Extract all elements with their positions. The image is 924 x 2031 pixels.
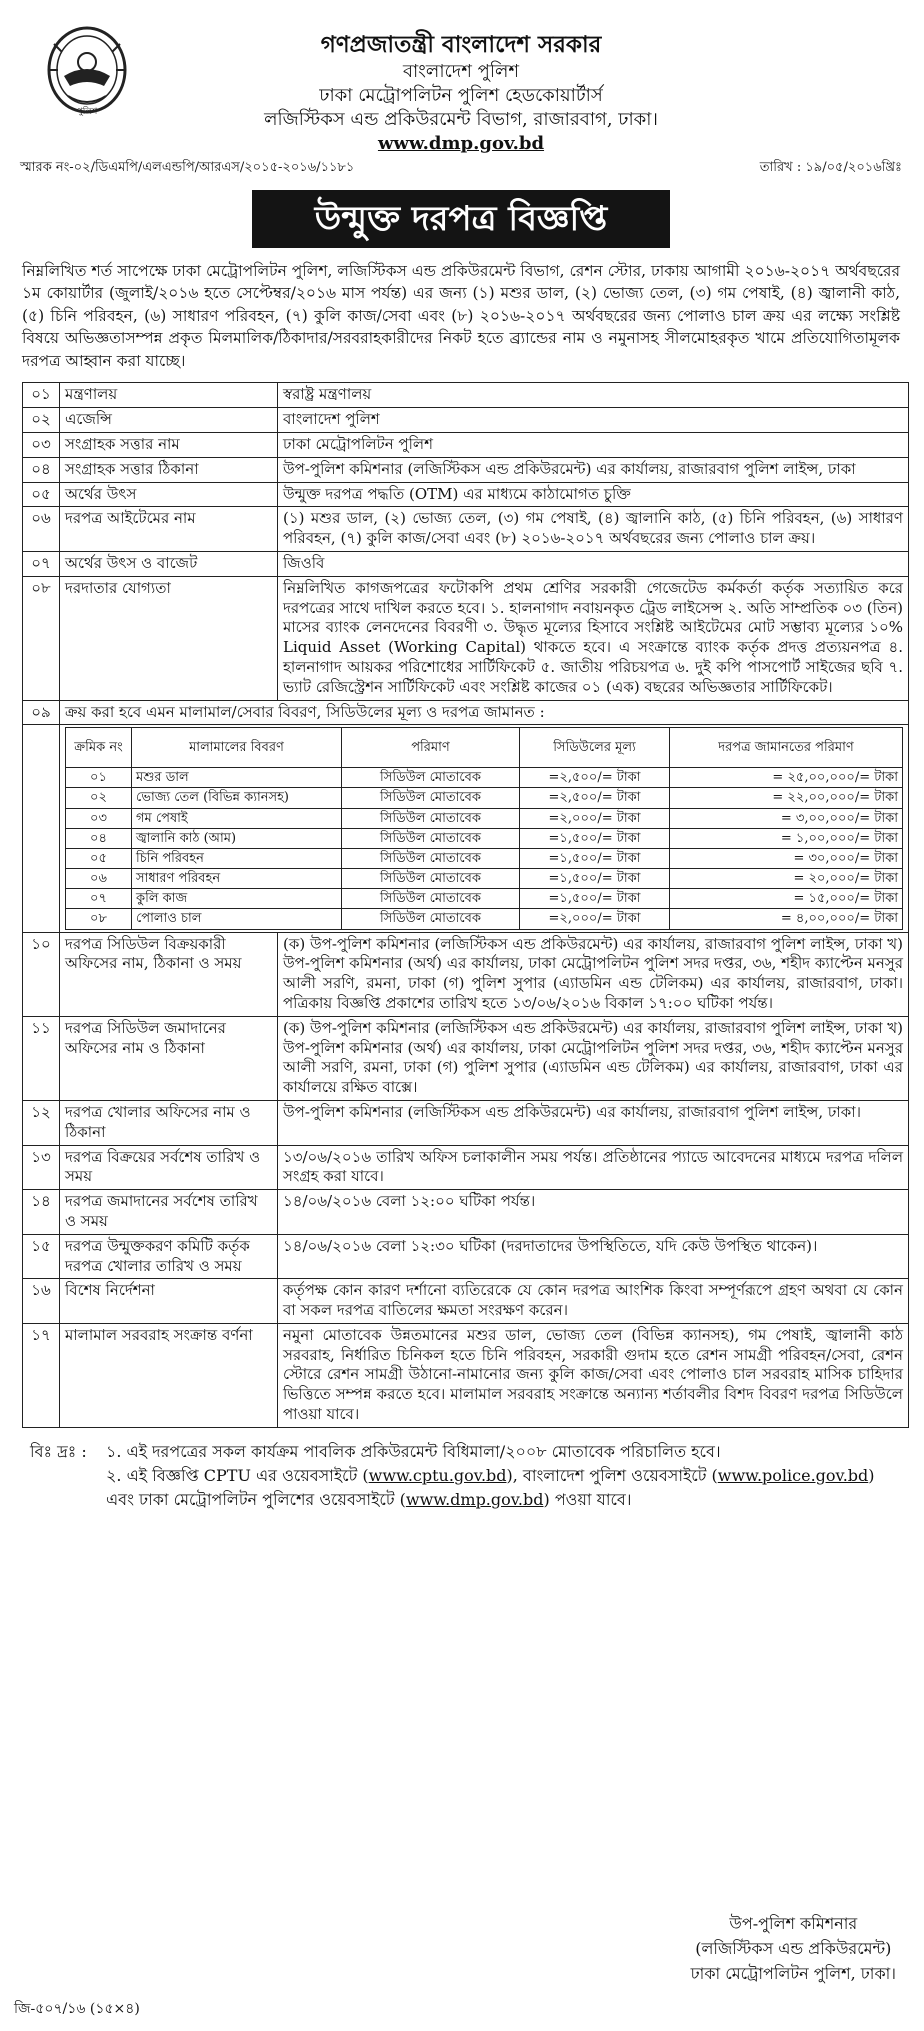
- item-name: ভোজ্য তেল (বিভিন্ন ক্যানসহ): [132, 788, 342, 808]
- row-label: বিশেষ নির্দেশনা: [60, 1279, 278, 1324]
- col-header: দরপত্র জামানতের পরিমাণ: [670, 728, 903, 768]
- dmp-link[interactable]: www.dmp.gov.bd: [405, 1489, 544, 1509]
- row-number: ০৫: [23, 482, 60, 507]
- schedule-row: [66, 869, 903, 889]
- footnotes: [10, 1428, 912, 1512]
- table-row: [23, 408, 909, 433]
- table-row: [23, 432, 909, 457]
- schedule-row: [66, 848, 903, 868]
- row-label: দরপত্র সিডিউল বিক্রয়কারী অফিসের নাম, ঠিকানা ও সময়: [60, 932, 278, 1016]
- signature-block: [691, 1912, 896, 1986]
- row-number: ০৪: [23, 457, 60, 482]
- row-value: ঢাকা মেট্রোপলিটন পুলিশ: [278, 432, 909, 457]
- row-label: দরপত্র জমাদানের সর্বশেষ তারিখ ও সময়: [60, 1190, 278, 1235]
- col-header: সিডিউলের মূল্য: [520, 728, 670, 768]
- row-label: সংগ্রাহক সত্তার ঠিকানা: [60, 457, 278, 482]
- row-value: ১৩/০৬/২০১৬ তারিখ অফিস চলাকালীন সময় পর্যন্ত। প্রতিষ্ঠানের প্যাডে আবেদনের মাধ্যমে দরপত্র দলিল সংগ্রহ করা যাবে।: [278, 1145, 909, 1190]
- item-serial: ০৬: [66, 869, 132, 889]
- schedule-row: [66, 909, 903, 929]
- hq-name: ঢাকা মেট্রোপলিটন পুলিশ হেডকোয়ার্টার্স: [319, 85, 603, 107]
- item-price: =২,০০০/= টাকা: [520, 909, 670, 929]
- item-price: =১,৫০০/= টাকা: [520, 889, 670, 909]
- table-row: [23, 1190, 909, 1235]
- table-row: [23, 1100, 909, 1145]
- schedule-caption: ক্রয় করা হবে এমন মালামাল/সেবার বিবরণ, সিডিউলের মূল্য ও দরপত্র জামানত :: [60, 700, 909, 725]
- item-name: চিনি পরিবহন: [132, 848, 342, 868]
- item-serial: ০৪: [66, 828, 132, 848]
- item-name: সাধারণ পরিবহন: [132, 869, 342, 889]
- table-row: [23, 482, 909, 507]
- row-number: ১৭: [23, 1323, 60, 1427]
- item-quantity: সিডিউল মোতাবেক: [342, 808, 520, 828]
- item-quantity: সিডিউল মোতাবেক: [342, 909, 520, 929]
- row-number: ০১: [23, 383, 60, 408]
- item-serial: ০৮: [66, 909, 132, 929]
- table-row: [23, 1323, 909, 1427]
- item-security: = ৪,০০,০০০/= টাকা: [670, 909, 903, 929]
- row-value: নিম্নলিখিত কাগজপত্রের ফটোকপি প্রথম শ্রেণির সরকারী গেজেটেড কর্মকর্তা কর্তৃক সত্যায়িত করে দরপত্রের সাথে দাখিল করতে হবে। ১. হালনাগাদ নবায়নকৃত ট্রেড লাইসেন্স ২. অতি সাম্প্রতিক ০৩ (তিন) মাসের ব্যাংক লেনদেনের বিবরণী ৩. উদ্ধৃত মূল্যের হিসাবে সংশ্লিষ্ট আইটেমের মোট সম্ভাব্য মূল্যের ১০% Liquid Asset (Working Capital) থাকতে হবে। এ সংক্রান্তে ব্যাংক কর্তৃক প্রদত্ত প্রত্যয়নপত্র ৪. হালনাগাদ আয়কর পরিশোধের সার্টিফিকেট ৫. জাতীয় পরিচয়পত্র ৬. দুই কপি পাসপোর্ট সাইজের ছবি ৭. ভ্যাট রেজিস্ট্রেশন সার্টিফিকেট এবং সংশ্লিষ্ট কাজের ০১ (এক) বছরের অভিজ্ঞতার সার্টিফিকেট।: [278, 576, 909, 700]
- table-row: [23, 1234, 909, 1279]
- emblem-label: পুলিশ: [76, 107, 98, 117]
- table-row: [23, 507, 909, 552]
- row-label: মন্ত্রণালয়: [60, 383, 278, 408]
- item-price: =২,৫০০/= টাকা: [520, 788, 670, 808]
- row-label: সংগ্রাহক সত্তার নাম: [60, 432, 278, 457]
- item-security: = ৩,০০,০০০/= টাকা: [670, 808, 903, 828]
- table-row: [23, 932, 909, 1016]
- row-number: ০৯: [23, 700, 60, 725]
- department-name: লজিস্টিকস এন্ড প্রকিউরমেন্ট বিভাগ, রাজারবাগ, ঢাকা।: [264, 108, 658, 130]
- row-number: ০৮: [23, 576, 60, 700]
- notice-date: তারিখ : ১৯/০৫/২০১৬খ্রিঃ: [759, 160, 902, 176]
- memo-number: স্মারক নং-০২/ডিএমপি/এলএন্ডপি/আরএস/২০১৫-২০১৬/১১৮১: [20, 160, 355, 176]
- item-security: = ২৫,০০,০০০/= টাকা: [670, 768, 903, 788]
- item-price: =১,৫০০/= টাকা: [520, 828, 670, 848]
- row-value: (ক) উপ-পুলিশ কমিশনার (লজিস্টিকস এন্ড প্রকিউরমেন্ট) এর কার্যালয়, রাজারবাগ পুলিশ লাইন্স, ঢাকা খ) উপ-পুলিশ কমিশনার (অর্থ) এর কার্যালয়, ঢাকা মেট্রোপলিটন পুলিশ সদর দপ্তর, ৩৬, শহীদ ক্যাপ্টেন মনসুর আলী সরণি, রমনা, ঢাকা (গ) পুলিশ সুপার (এ্যাডমিন এন্ড টেলিকম) এর কার্যালয়, রাজারবাগ, ঢাকা এর কার্যালয়ে রক্ষিত বাক্সে।: [278, 1016, 909, 1100]
- cptu-link[interactable]: www.cptu.gov.bd: [368, 1465, 507, 1485]
- tender-table: [22, 382, 909, 1428]
- item-name: কুলি কাজ: [132, 889, 342, 909]
- row-number: ০২: [23, 408, 60, 433]
- row-value: জিওবি: [278, 551, 909, 576]
- item-price: =২,৫০০/= টাকা: [520, 768, 670, 788]
- item-price: =১,৫০০/= টাকা: [520, 848, 670, 868]
- item-name: গম পেষাই: [132, 808, 342, 828]
- schedule-row: [66, 788, 903, 808]
- row-label: দরপত্র উন্মুক্তকরণ কমিটি কর্তৃক দরপত্র খোলার তারিখ ও সময়: [60, 1234, 278, 1279]
- row-label: দরপত্র আইটেমের নাম: [60, 507, 278, 552]
- col-header: ক্রমিক নং: [66, 728, 132, 768]
- row-label: অর্থের উৎস ও বাজেট: [60, 551, 278, 576]
- row-value: (১) মশুর ডাল, (২) ভোজ্য তেল, (৩) গম পেষাই, (৪) জ্বালানি কাঠ, (৫) চিনি পরিবহন, (৬) সাধারণ পরিবহন, (৭) কুলি কাজ/সেবা এবং (৮) ২০১৬-২০১৭ অর্থবছরের জন্য পোলাও চাল ক্রয়।: [278, 507, 909, 552]
- row-value: স্বরাষ্ট্র মন্ত্রণালয়: [278, 383, 909, 408]
- signatory-office: ঢাকা মেট্রোপলিটন পুলিশ, ঢাকা।: [690, 1963, 896, 1983]
- row-value: উপ-পুলিশ কমিশনার (লজিস্টিকস এন্ড প্রকিউরমেন্ট) এর কার্যালয়, রাজারবাগ পুলিশ লাইন্স, ঢাকা।: [278, 1100, 909, 1145]
- row-label: দরপত্র সিডিউল জমাদানের অফিসের নাম ও ঠিকানা: [60, 1016, 278, 1100]
- row-number: ১১: [23, 1016, 60, 1100]
- item-serial: ০১: [66, 768, 132, 788]
- schedule-table: [65, 727, 903, 929]
- item-serial: ০৫: [66, 848, 132, 868]
- note-2: ২. এই বিজ্ঞপ্তি CPTU এর ওয়েবসাইটে (www.cptu.gov.bd), বাংলাদেশ পুলিশ ওয়েবসাইটে (www.police.gov.bd) এবং ঢাকা মেট্রোপলিটন পুলিশের ওয়েবসাইটে (www.dmp.gov.bd) পওয়া যাবে।: [106, 1465, 875, 1509]
- item-quantity: সিডিউল মোতাবেক: [342, 889, 520, 909]
- schedule-header: [66, 728, 903, 768]
- row-number: ১০: [23, 932, 60, 1016]
- table-row: [23, 383, 909, 408]
- table-row: [23, 700, 909, 725]
- schedule-row: [66, 808, 903, 828]
- table-row: [23, 551, 909, 576]
- item-price: =২,০০০/= টাকা: [520, 808, 670, 828]
- row-number: ০৩: [23, 432, 60, 457]
- col-header: মালামালের বিবরণ: [132, 728, 342, 768]
- row-value: উপ-পুলিশ কমিশনার (লজিস্টিকস এন্ড প্রকিউরমেন্ট) এর কার্যালয়, রাজারবাগ পুলিশ লাইন্স, ঢাকা: [278, 457, 909, 482]
- schedule-row: [66, 889, 903, 909]
- row-value: ১৪/০৬/২০১৬ বেলা ১২:৩০ ঘটিকা (দরদাতাদের উপস্থিতিতে, যদি কেউ উপস্থিত থাকেন)।: [278, 1234, 909, 1279]
- item-security: = ২২,০০,০০০/= টাকা: [670, 788, 903, 808]
- row-number: ১৩: [23, 1145, 60, 1190]
- item-quantity: সিডিউল মোতাবেক: [342, 788, 520, 808]
- row-number: ১২: [23, 1100, 60, 1145]
- item-serial: ০৩: [66, 808, 132, 828]
- table-row: [23, 457, 909, 482]
- row-number: ১৪: [23, 1190, 60, 1235]
- row-value: নমুনা মোতাবেক উন্নতমানের মশুর ডাল, ভোজ্য তেল (বিভিন্ন ক্যানসহ), গম পেষাই, জ্বালানী কাঠ সরবরাহ, নির্ধারিত চিনিকল হতে চিনি পরিবহন, সরকারী গুদাম হতে রেশন সামগ্রী পরিবহন/সেবা, রেশন স্টোরে রেশন সামগ্রী উঠানো-নামানোর জন্য কুলি কাজ/সেবা এবং পোলাও চাল সরবরাহ মাসিক চাহিদার ভিত্তিতে সম্পন্ন করতে হবে। মালামাল সরবরাহ সংক্রান্তে অন্যান্য শর্তাবলীর বিশদ বিবরণ দরপত্র সিডিউলে পাওয়া যাবে।: [278, 1323, 909, 1427]
- police-emblem-icon: [44, 24, 130, 120]
- row-label: এজেন্সি: [60, 408, 278, 433]
- row-label: দরপত্র বিক্রয়ের সর্বশেষ তারিখ ও সময়: [60, 1145, 278, 1190]
- top-cut-line: [10, 0, 912, 10]
- row-label: দরদাতার যোগ্যতা: [60, 576, 278, 700]
- row-number: ০৬: [23, 507, 60, 552]
- item-name: পোলাও চাল: [132, 909, 342, 929]
- row-value: কর্তৃপক্ষ কোন কারণ দর্শানো ব্যতিরেকে যে কোন দরপত্র আংশিক কিংবা সম্পূর্ণরূপে গ্রহণ অথবা যে কোন বা সকল দরপত্র বাতিলের ক্ষমতা সংরক্ষণ করেন।: [278, 1279, 909, 1324]
- agency-name: বাংলাদেশ পুলিশ: [402, 61, 520, 83]
- row-value: ১৪/০৬/২০১৬ বেলা ১২:০০ ঘটিকা পর্যন্ত।: [278, 1190, 909, 1235]
- note-1: ১. এই দরপত্রের সকল কার্যক্রম পাবলিক প্রকিউরমেন্ট বিধিমালা/২০০৮ মোতাবেক পরিচালিত হবে।: [106, 1441, 721, 1461]
- item-security: = ৩০,০০০/= টাকা: [670, 848, 903, 868]
- item-serial: ০৭: [66, 889, 132, 909]
- row-value: উন্মুক্ত দরপত্র পদ্ধতি (OTM) এর মাধ্যমে কাঠামোগত চুক্তি: [278, 482, 909, 507]
- item-security: = ১৫,০০০/= টাকা: [670, 889, 903, 909]
- item-quantity: সিডিউল মোতাবেক: [342, 768, 520, 788]
- row-label: দরপত্র খোলার অফিসের নাম ও ঠিকানা: [60, 1100, 278, 1145]
- item-price: =১,৫০০/= টাকা: [520, 869, 670, 889]
- table-row: [23, 1016, 909, 1100]
- table-row: [23, 725, 909, 932]
- table-row: [23, 1279, 909, 1324]
- gazette-code: জি-৫০৭/১৬ (১৫×৪): [14, 2001, 140, 2017]
- row-label: অর্থের উৎস: [60, 482, 278, 507]
- item-serial: ০২: [66, 788, 132, 808]
- note-lead: বিঃ দ্রঃ :: [30, 1441, 87, 1461]
- item-quantity: সিডিউল মোতাবেক: [342, 869, 520, 889]
- row-number: ১৫: [23, 1234, 60, 1279]
- table-row: [23, 1145, 909, 1190]
- item-security: = ২০,০০০/= টাকা: [670, 869, 903, 889]
- signatory-title: উপ-পুলিশ কমিশনার: [729, 1914, 858, 1933]
- item-quantity: সিডিউল মোতাবেক: [342, 848, 520, 868]
- schedule-row: [66, 828, 903, 848]
- schedule-row: [66, 768, 903, 788]
- row-label: মালামাল সরবরাহ সংক্রান্ত বর্ণনা: [60, 1323, 278, 1427]
- website-link[interactable]: www.dmp.gov.bd: [377, 132, 545, 154]
- table-row: [23, 576, 909, 700]
- item-security: = ১,০০,০০০/= টাকা: [670, 828, 903, 848]
- govt-title: গণপ্রজাতন্ত্রী বাংলাদেশ সরকার: [320, 31, 602, 58]
- police-link[interactable]: www.police.gov.bd: [717, 1465, 869, 1485]
- row-value: বাংলাদেশ পুলিশ: [278, 408, 909, 433]
- item-quantity: সিডিউল মোতাবেক: [342, 828, 520, 848]
- row-value: (ক) উপ-পুলিশ কমিশনার (লজিস্টিকস এন্ড প্রকিউরমেন্ট) এর কার্যালয়, রাজারবাগ পুলিশ লাইন্স, ঢাকা খ) উপ-পুলিশ কমিশনার (অর্থ) এর কার্যালয়, ঢাকা মেট্রোপলিটন পুলিশ সদর দপ্তর, ৩৬, শহীদ ক্যাপ্টেন মনসুর আলী সরণি, রমনা, ঢাকা (গ) পুলিশ সুপার (এ্যাডমিন এন্ড টেলিকম) এর কার্যালয়, রাজারবাগ, ঢাকা। পত্রিকায় বিজ্ঞপ্তি প্রকাশের তারিখ হতে ১৩/০৬/২০১৬ বিকাল ১৭:০০ ঘটিকা পর্যন্ত।: [278, 932, 909, 1016]
- notice-title: উন্মুক্ত দরপত্র বিজ্ঞপ্তি: [252, 190, 670, 248]
- intro-paragraph: নিম্নলিখিত শর্ত সাপেক্ষে ঢাকা মেট্রোপলিটন পুলিশ, লজিস্টিকস এন্ড প্রকিউরমেন্ট বিভাগ, রেশন স্টোর, ঢাকায় আগামী ২০১৬-২০১৭ অর্থবছরের ১ম কোয়ার্টার (জুলাই/২০১৬ হতে সেপ্টেম্বর/২০১৬ মাস পর্যন্ত) এর জন্য (১) মশুর ডাল, (২) ভোজ্য তেল, (৩) গম পেষাই, (৪) জ্বালানী কাঠ, (৫) চিনি পরিবহন, (৬) সাধারণ পরিবহন, (৭) কুলি কাজ/সেবা এবং (৮) ২০১৬-২০১৭ অর্থবছরের জন্য পোলাও চাল ক্রয় এর লক্ষ্যে সংশ্লিষ্ট বিষয়ে অভিজ্ঞতাসম্পন্ন প্রকৃত মিলমালিক/ঠিকাদার/সরবরাহকারীদের নিকট হতে ব্র্যান্ডের নাম ও নমুনাসহ সীলমোহরকৃত খামে প্রতিযোগিতামূলক দরপত্র আহ্বান করা যাচ্ছে।: [22, 262, 900, 370]
- item-name: মশুর ডাল: [132, 768, 342, 788]
- letterhead: [10, 10, 912, 178]
- row-number: ১৬: [23, 1279, 60, 1324]
- signatory-dept: (লজিস্টিকস এন্ড প্রকিউরমেন্ট): [695, 1938, 892, 1958]
- col-header: পরিমাণ: [342, 728, 520, 768]
- row-number: ০৭: [23, 551, 60, 576]
- item-name: জ্বালানি কাঠ (আম): [132, 828, 342, 848]
